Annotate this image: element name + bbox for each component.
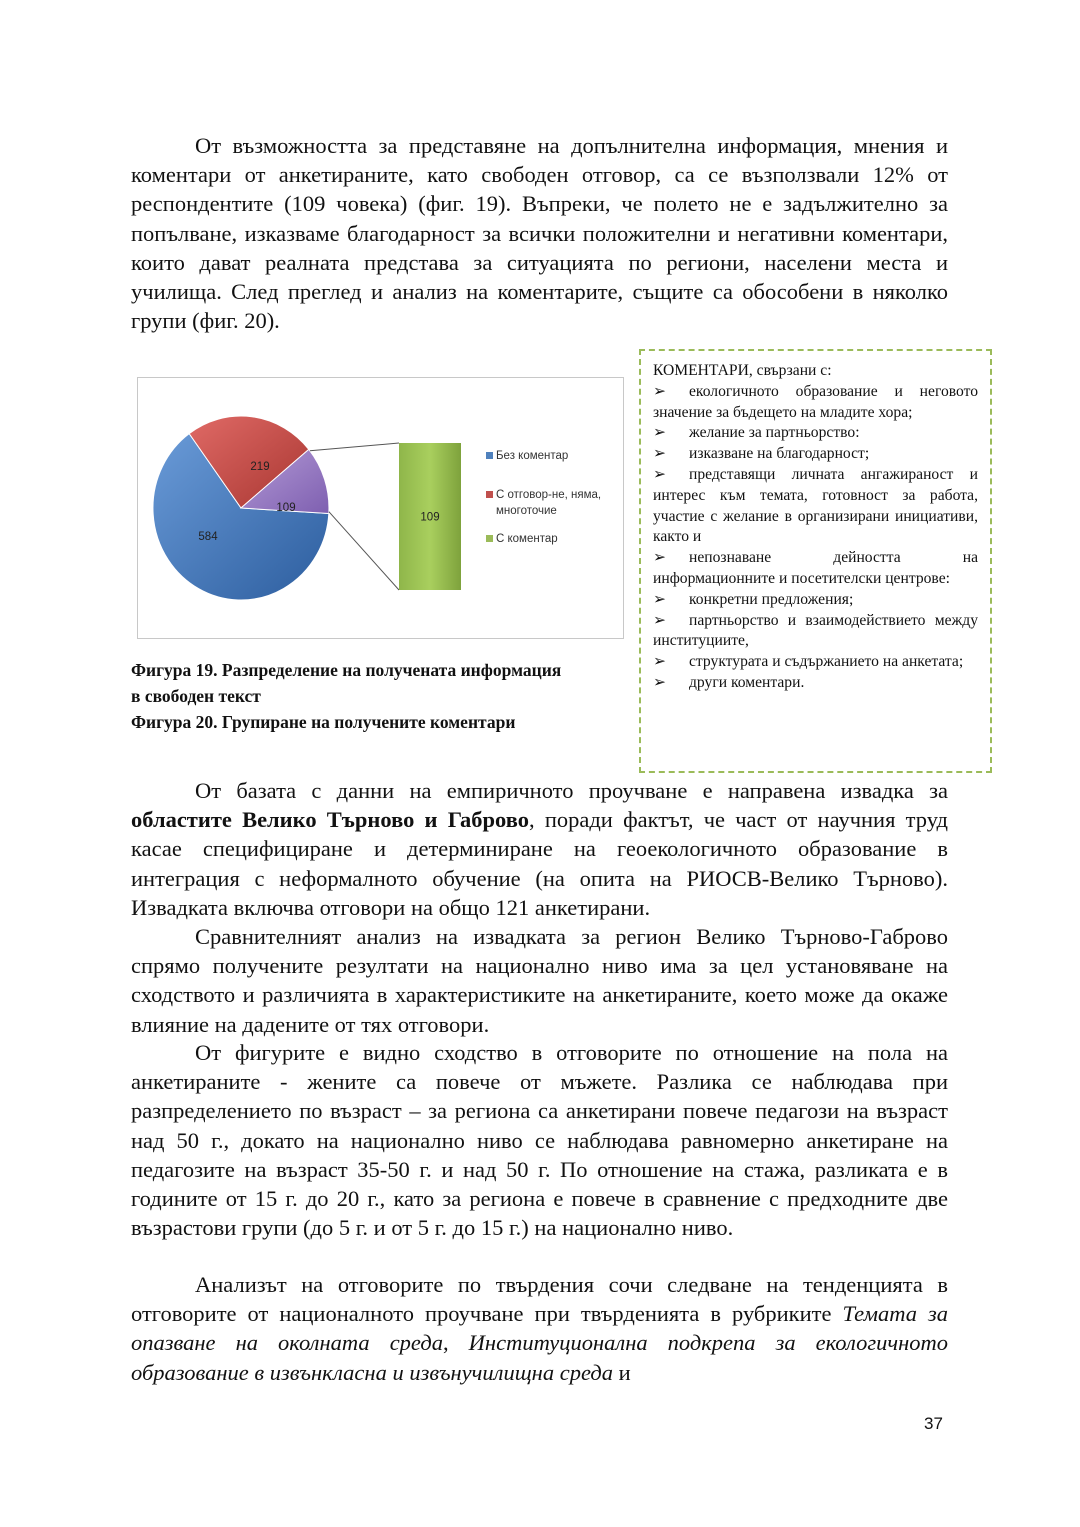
paragraph-3: Сравнителният анализ на извадката за регион Велико Търново-Габрово спрямо получените резултати на национално ниво има за цел установяване на сходството и различията в характеристиките на анкетираните, което може да окаже влияние на дадените от тях отговори.: [131, 924, 948, 1037]
breakout-bar-label: 109: [420, 511, 440, 524]
comment-item: [653, 652, 978, 673]
paragraph-2: От базата с данни на емпиричното проучване е направена извадка за областите Велико Търново и Габрово, поради фактът, че част от научния труд касае специфициране и детерминиране на геоекологичното образование в интеграция с неформалното обучение (на опита на РИОСВ-Велико Търново). Извадката включва отговори на общо 121 анкетирани.: [131, 778, 948, 920]
figure-19-caption-line2: в свободен текст: [131, 686, 261, 706]
comment-item: [653, 444, 978, 465]
breakout-connector-line: [329, 512, 399, 590]
pie-slice-label: 109: [276, 502, 296, 514]
comment-item-text: представящи личната ангажираност и интерес към темата, готовност за работа, участие с желание в организирани инициативи, както и: [653, 465, 978, 546]
comment-item: [653, 590, 978, 611]
paragraph-4: От фигурите е видно сходство в отговорите по отношение на пола на анкетираните - жените са повече от мъжете. Разлика се наблюдава при разпределението по възраст – за региона са анкетирани повече педагози на възраст над 50 г., докато на национално ниво се наблюдава равномерно анкетиране на педагозите на възраст 35-50 г. и над 50 г. По отношение на стажа, разликата е в годините от 15 г. до 20 г., като за региона е повече в сравнение с предходните две възрастови групи (до 5 г. и от 5 г. до 15 г.) на национално ниво.: [131, 1040, 948, 1241]
arrow-bullet-icon: ➢: [653, 465, 667, 483]
legend-label: Без коментар: [496, 450, 569, 462]
page-number: 37: [924, 1414, 943, 1433]
comments-heading: КОМЕНТАРИ, свързани с:: [653, 362, 832, 379]
comment-item: [653, 423, 978, 444]
legend-swatch: [486, 491, 493, 498]
paragraph-5: Анализът на отговорите по твърдения сочи следване на тенденцията в отговорите от националното проучване при твърденията в рубриките Темата за опазване на околната среда, Институционална подкрепа за екологичното образование в извънкласна и извънучилищна среда и: [131, 1272, 949, 1385]
arrow-bullet-icon: ➢: [653, 549, 667, 567]
comment-item: [653, 548, 978, 590]
arrow-bullet-icon: ➢: [653, 611, 667, 629]
figure-20-caption: Фигура 20. Групиране на получените коментари: [131, 712, 516, 732]
arrow-bullet-icon: ➢: [653, 445, 667, 463]
arrow-bullet-icon: ➢: [653, 382, 667, 400]
arrow-bullet-icon: ➢: [653, 653, 667, 671]
comment-item: [653, 465, 978, 548]
comment-item-text: изказване на благодарност;: [689, 445, 870, 463]
comment-item-text: непознаване дейността на информационните и посетителски центрове:: [653, 549, 978, 587]
legend-label-line2: многоточие: [496, 505, 557, 517]
legend-swatch: [486, 535, 493, 542]
bold-regions: областите Велико Търново и Габрово: [131, 807, 529, 833]
comment-item: [653, 382, 978, 424]
comment-item-text: желание за партньорство:: [689, 424, 860, 442]
italic-rubric-2: Институционална подкрепа за екологичното образование в извънкласна и извънучилищна среда: [131, 1330, 948, 1385]
legend-label: С коментар: [496, 533, 558, 545]
arrow-bullet-icon: ➢: [653, 673, 667, 691]
comment-item: [653, 611, 978, 653]
pie-chart: [138, 378, 625, 640]
arrow-bullet-icon: ➢: [653, 424, 667, 442]
comment-item-text: други коментари.: [689, 673, 805, 691]
figure-captions: [131, 657, 626, 735]
comment-item-text: екологичното образование и неговото значение за бъдещето на младите хора;: [653, 382, 978, 421]
comment-item-text: структурата и съдържанието на анкетата;: [689, 653, 964, 671]
comment-item-text: партньорство и взаимодействието между институциите,: [653, 611, 978, 650]
comment-item-text: конкретни предложения;: [689, 590, 854, 608]
legend-swatch: [486, 452, 493, 459]
comments-list: [653, 382, 978, 694]
figure-19-chart: [137, 377, 624, 639]
comment-item: [653, 673, 978, 694]
pie-slice-label: 584: [198, 531, 218, 543]
pie-slice-label: 219: [250, 461, 270, 473]
figure-20-comments-box: [639, 349, 992, 773]
figure-19-caption-line1: Фигура 19. Разпределение на получената информация: [131, 660, 562, 680]
arrow-bullet-icon: ➢: [653, 590, 667, 608]
breakout-connector-line: [310, 443, 399, 451]
paragraph-1: От възможността за представяне на допълнителна информация, мнения и коментари от анкетираните, като свободен отговор, са се възползвали 12% от респондентите (109 човека) (фиг. 19). Въпреки, че полето не е задължително за попълване, изказваме благодарност за всички положителни и негативни коментари, които дават реалната представа за ситуацията по региони, населени места и училища. След преглед и анализ на коментарите, същите са обособени в няколко групи (фиг. 20).: [131, 133, 948, 334]
legend-label: С отговор-не, няма,: [496, 489, 602, 501]
italic-rubric-1: Темата за опазване на околната среда: [131, 1301, 949, 1356]
